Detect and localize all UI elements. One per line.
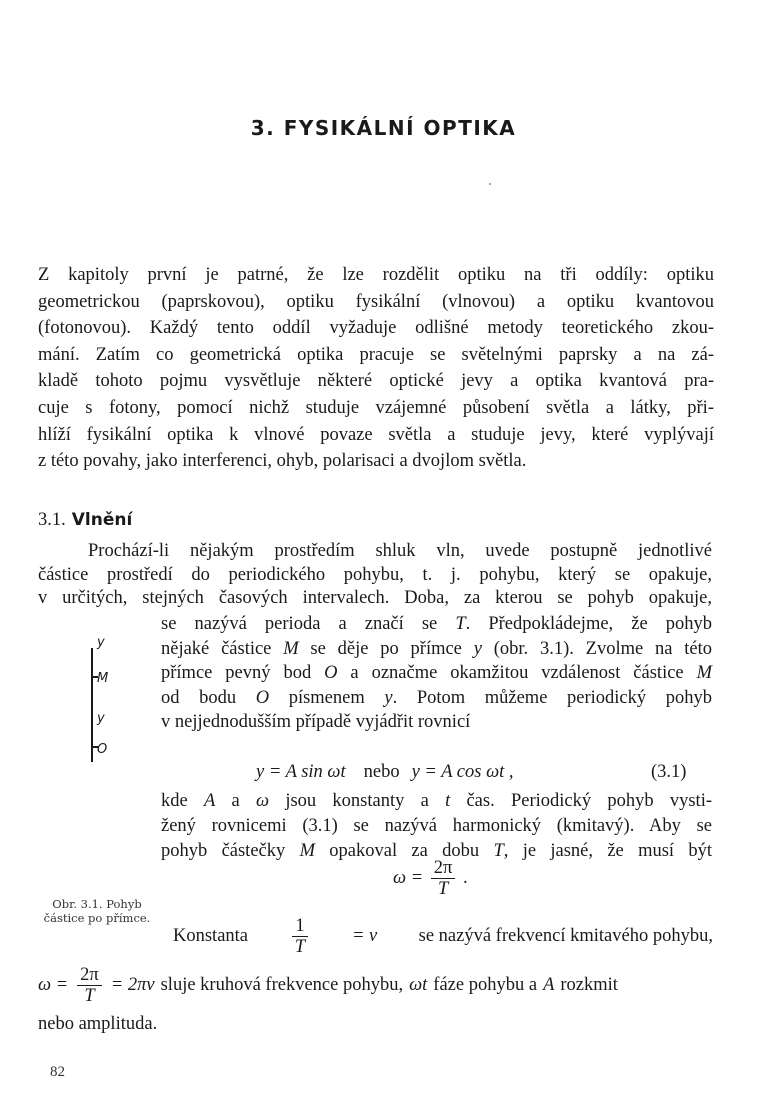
section-heading: [38, 510, 132, 531]
intro-line: hlíží fysikální optika k vlnové povaze světla a studuje jevy, které vyplývají: [38, 424, 714, 445]
angular-frequency-line: ω = $\frac{2\pi}{T}$ = 2πν sluje kruhová frekvence pohybu, ωt fáze pohybu a A rozkmit: [38, 965, 618, 1006]
figure-label-o: O: [97, 742, 108, 757]
text-line: v nejjednodušším případě vyjádřit rovnicí: [161, 712, 471, 732]
text-line: kde A a ω jsou konstanty a t čas. Periodický pohyb vysti-: [161, 791, 712, 811]
text-line: pohyb částečky M opakoval za dobu T, je jasné, že musí být: [161, 841, 712, 861]
text-line: Prochází-li nějakým prostředím shluk vln, uvede postupně jednotlivé: [88, 541, 712, 561]
section-number: 3.1.: [38, 510, 66, 530]
closing-line: nebo amplituda.: [38, 1014, 158, 1034]
text-line: žený rovnicemi (3.1) se nazývá harmonický (kmitavý). Aby se: [161, 816, 712, 836]
chapter-title: 3. FYSIKÁLNÍ OPTIKA: [250, 116, 517, 140]
frequency-line: Konstanta $\frac{1}{T}$ = ν se nazývá frekvencí kmitavého pohybu,: [173, 916, 713, 957]
equation-3-1: y = A sin ωt nebo y = A cos ωt ,: [256, 762, 514, 782]
text-line: se nazývá perioda a značí se T. Předpokládejme, že pohyb: [161, 614, 712, 634]
section-title: Vlnění: [71, 510, 133, 530]
paragraph-harmonic: [161, 789, 712, 864]
intro-line: kladě tohoto pojmu vysvětluje některé optické jevy a optika kvantová pra-: [38, 371, 714, 392]
figure-caption: Obr. 3.1. Pohyb částice po přímce.: [43, 897, 151, 925]
text-line: od bodu O písmenem y. Potom můžeme periodický pohyb: [161, 687, 712, 708]
figure-label-y-top: y: [97, 635, 105, 650]
intro-line: geometrickou (paprskovou), optiku fysikální (vlnovou) a optiku kvantovou: [38, 291, 714, 312]
intro-paragraph: [38, 262, 714, 475]
page-number: 82: [50, 1064, 65, 1080]
intro-line: Z kapitoly první je patrné, že lze rozdělit optiku na tři oddíly: optiku: [38, 265, 714, 285]
figure-label-y: y: [97, 711, 105, 726]
text-line: v určitých, stejných časových intervalech. Doba, za kterou se pohyb opakuje,: [38, 588, 712, 608]
print-speck: [489, 183, 491, 185]
equation-omega: ω = $\frac{2\pi}{T}$ .: [393, 858, 468, 899]
figure-label-m: M: [97, 671, 109, 686]
intro-line: z této povahy, jako interferenci, ohyb, polarisaci a dvojlom světla.: [38, 451, 527, 472]
text-line: nějaké částice M se děje po přímce y (obr. 3.1). Zvolme na této: [161, 638, 712, 659]
paragraph-period: [161, 612, 712, 735]
intro-line: cuje s fotony, pomocí nichž studuje vzájemné působení světla a látky, při-: [38, 397, 714, 418]
equation-label: (3.1): [651, 762, 687, 782]
fraction: $\frac{2\pi}{T}$: [431, 858, 456, 899]
text-line: přímce pevný bod O a označme okamžitou vzdálenost částice M: [161, 663, 712, 683]
fraction: $\frac{2\pi}{T}$: [77, 965, 102, 1006]
figure-axis-line: [91, 648, 93, 762]
fraction: $\frac{1}{T}$: [292, 916, 307, 957]
intro-line: mání. Zatím co geometrická optika pracuje se světelnými paprsky a na zá-: [38, 344, 714, 365]
intro-line: (fotonovou). Každý tento oddíl vyžaduje odlišné metody teoretického zkou-: [38, 318, 714, 339]
text-line: částice prostředí do periodického pohybu, t. j. pohybu, který se opakuje,: [38, 564, 712, 585]
paragraph-waves: [38, 540, 712, 611]
